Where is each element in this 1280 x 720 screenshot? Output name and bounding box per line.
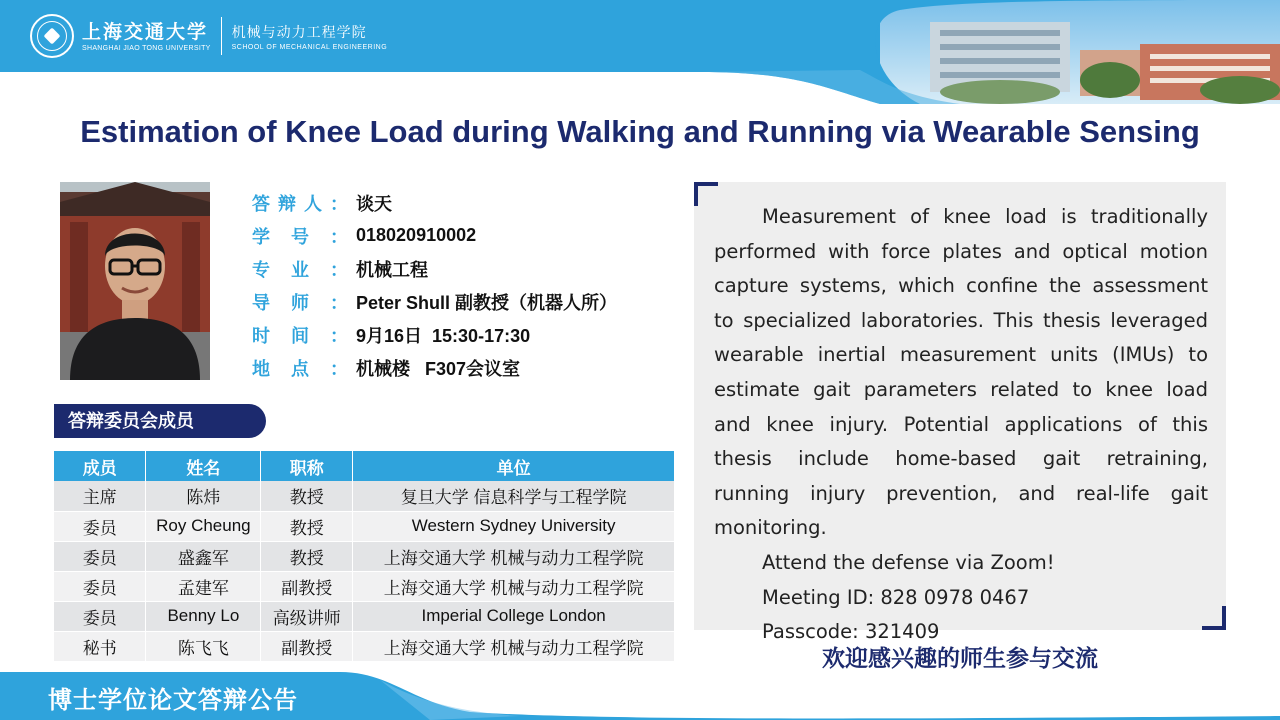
info-label: 导 师 ： [252,292,348,313]
info-value-student-id: 018020910002 [356,225,477,245]
table-cell: 孟建军 [146,571,261,601]
table-row [54,601,675,631]
candidate-info [252,186,617,384]
table-cell: 副教授 [261,631,353,661]
welcome-message: 欢迎感兴趣的师生参与交流 [822,645,1098,671]
thesis-title: Estimation of Knee Load during Walking and Running via Wearable Sensing [80,114,1200,149]
info-value-location: 机械楼 F307会议室 [356,358,521,379]
table-cell: 教授 [261,541,353,571]
abstract-paragraph: Measurement of knee load is traditionally performed with force plates and optical motion capture systems, which confine the assessment to specialized laboratories. This thesis leveraged wearable inertial measurement units (IMUs) to estimate gait parameters related to knee load and knee injury. Potential applications of this thesis include home-based gait retraining, running injury prevention, and real-life gait monitoring. [714,205,1208,540]
abstract-panel [694,182,1226,644]
table-cell: 复旦大学 信息科学与工程学院 [353,481,675,511]
table-cell: Roy Cheung [146,511,261,541]
table-cell: Western Sydney University [353,511,675,541]
table-cell: 高级讲师 [261,601,353,631]
column-header: 职称 [261,451,353,481]
table-row [54,511,675,541]
table-cell: Benny Lo [146,601,261,631]
table-cell: 上海交通大学 机械与动力工程学院 [353,631,675,661]
table-cell: 委员 [54,601,146,631]
info-label: 地 点 ： [252,358,348,379]
table-row [54,541,675,571]
info-value-advisor: Peter Shull 副教授（机器人所） [356,292,618,313]
committee-badge: 答辩委员会成员 [54,404,266,438]
info-row-location [252,351,617,384]
table-cell: 陈炜 [146,481,261,511]
sjtu-seal-icon [30,14,74,58]
passcode: Passcode: 321409 [762,620,940,644]
column-header: 单位 [353,451,675,481]
footer-title: 博士学位论文答辩公告 [48,685,298,714]
info-row-student-id [252,219,617,252]
info-value-major: 机械工程 [356,259,428,280]
meeting-id: Meeting ID: 828 0978 0467 [762,585,1030,609]
table-cell: 秘书 [54,631,146,661]
info-label: 答 辩 人 ： [252,193,348,214]
table-cell: 教授 [261,511,353,541]
table-cell: 教授 [261,481,353,511]
school-name-en: SCHOOL OF MECHANICAL ENGINEERING [231,43,388,51]
table-cell: 陈飞飞 [146,631,261,661]
info-label: 专 业 ： [252,259,348,280]
table-row [54,631,675,661]
info-row-advisor [252,285,617,318]
table-cell: 上海交通大学 机械与动力工程学院 [353,571,675,601]
header-banner [0,0,1280,104]
table-cell: 主席 [54,481,146,511]
info-value-time: 9月16日 15:30-17:30 [356,325,531,346]
table-cell: 盛鑫军 [146,541,261,571]
abstract-text [714,200,1208,650]
table-cell: 副教授 [261,571,353,601]
info-value-candidate: 谈天 [356,193,392,214]
logo-divider [221,17,222,55]
university-name-cn: 上海交通大学 [82,20,209,43]
table-cell: 委员 [54,541,146,571]
column-header: 姓名 [146,451,261,481]
table-row [54,481,675,511]
table-header-row [54,451,675,481]
committee-table [54,451,675,662]
info-row-time [252,318,617,351]
candidate-portrait-graphic [60,182,210,380]
university-name-en: SHANGHAI JIAO TONG UNIVERSITY [82,44,211,52]
info-label: 学 号 ： [252,226,348,247]
table-row [54,571,675,601]
column-header: 成员 [54,451,146,481]
info-label: 时 间 ： [252,325,348,346]
zoom-invite: Attend the defense via Zoom! [762,550,1055,574]
university-logo [30,14,387,58]
school-name-cn: 机械与动力工程学院 [231,23,367,40]
table-cell: 委员 [54,571,146,601]
info-row-candidate [252,186,617,219]
table-cell: Imperial College London [353,601,675,631]
candidate-photo [60,182,210,380]
table-cell: 委员 [54,511,146,541]
table-cell: 上海交通大学 机械与动力工程学院 [353,541,675,571]
info-row-major [252,252,617,285]
